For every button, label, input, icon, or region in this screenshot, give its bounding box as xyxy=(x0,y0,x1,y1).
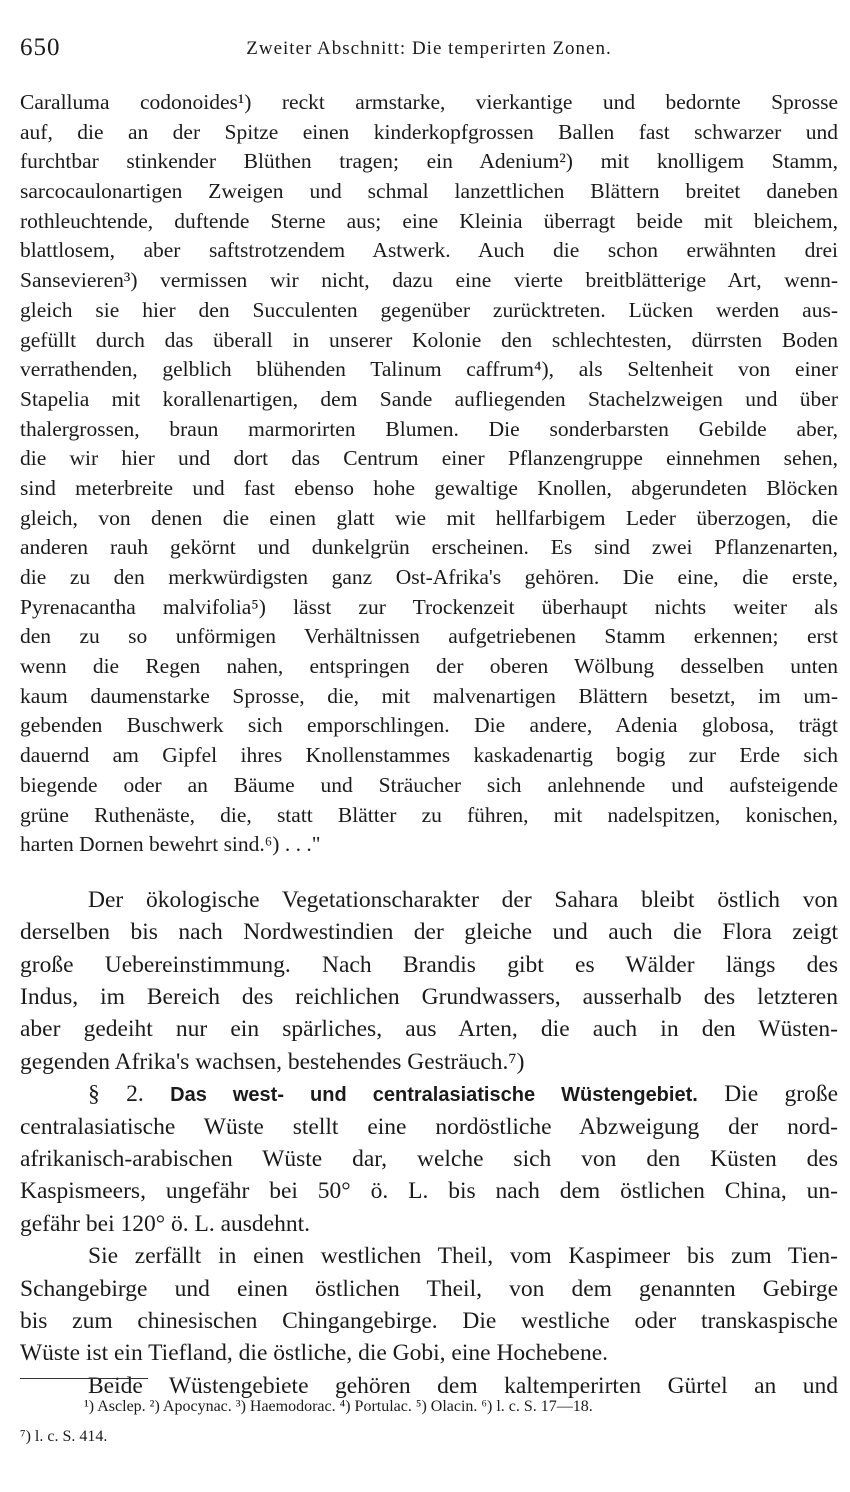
text-line: wenn die Regen nahen, entspringen der oberen Wölbung desselben unten xyxy=(20,654,838,679)
text-line: rothleuchtende, duftende Sterne aus; eine Kleinia überragt beide mit bleichem, xyxy=(20,208,838,233)
text-line: Der ökologische Vegetationscharakter der Sahara bleibt östlich von xyxy=(88,886,838,913)
text-line: den zu so unförmigen Verhältnissen aufgetriebenen Stamm erkennen; erst xyxy=(20,624,838,649)
text-line: gleich, von denen die einen glatt wie mit hellfarbigem Leder überzogen, die xyxy=(20,505,838,530)
text-line: afrikanisch-arabischen Wüste dar, welche sich von den Küsten des xyxy=(20,1146,838,1172)
text-line: Schangebirge und einen östlichen Theil, von dem genannten Gebirge xyxy=(20,1275,838,1302)
text-line: Indus, im Bereich des reichlichen Grundwassers, ausserhalb des letzteren xyxy=(20,984,838,1011)
text-line: gegenden Afrika's wachsen, bestehendes Gesträuch.⁷) xyxy=(20,1048,525,1075)
text-line: Wüste ist ein Tiefland, die östliche, die Gobi, eine Hochebene. xyxy=(20,1340,609,1367)
text-line: Pyrenacantha malvifolia⁵) lässt zur Trockenzeit überhaupt nichts weiter als xyxy=(20,594,838,619)
footnote-line-2: ⁷) l. c. S. 414. xyxy=(20,1428,108,1445)
text-line: Kaspismeers, ungefähr bei 50° ö. L. bis nach dem östlichen China, un- xyxy=(20,1178,838,1205)
text-line: auf, die an der Spitze einen kinderkopfgrossen Ballen fast schwarzer und xyxy=(20,119,838,144)
text-line: die zu den merkwürdigsten ganz Ost-Afrika's gehören. Die eine, die erste, xyxy=(20,565,838,589)
page xyxy=(20,0,838,1492)
paragraph-sahara xyxy=(20,884,838,1078)
text-line: furchtbar stinkender Blüthen tragen; ein Adenium²) mit knolligem Stamm, xyxy=(20,149,838,174)
quotation-block xyxy=(20,88,838,860)
section-heading-line xyxy=(20,1078,838,1110)
text-line: derselben bis nach Nordwestindien der gleiche und auch die Flora zeigt xyxy=(20,919,838,946)
text-line: große Uebereinstimmung. Nach Brandis gibt es Wälder längs des xyxy=(20,951,838,978)
text-line: gebenden Buschwerk sich emporschlingen. Die andere, Adenia globosa, trägt xyxy=(20,713,838,738)
text-line: gefüllt durch das überall in unserer Kolonie den schlechtesten, dürrsten Boden xyxy=(20,327,838,352)
text-line: Sansevieren³) vermissen wir nicht, dazu eine vierte breitblätterige Art, wenn- xyxy=(20,268,838,293)
footnotes xyxy=(20,1392,838,1452)
section-number: § 2. xyxy=(88,1081,144,1108)
footnote-line-1: ¹) Asclep. ²) Apocynac. ³) Haemodorac. ⁴) Portulac. ⁵) Olacin. ⁶) l. c. S. 17—18. xyxy=(84,1398,593,1415)
section-first-line-rest: Die große xyxy=(724,1081,838,1108)
text-line: aber gedeiht nur ein spärliches, aus Arten, die auch in den Wüsten- xyxy=(20,1016,838,1043)
text-line: Stapelia mit korallenartigen, dem Sande aufliegenden Stachelzweigen und über xyxy=(20,386,838,411)
text-line: grüne Ruthenäste, die, statt Blätter zu führen, mit nadelspitzen, konischen, xyxy=(20,802,838,827)
running-title: Zweiter Abschnitt: Die temperirten Zonen. xyxy=(246,38,612,59)
text-line: gleich sie hier den Succulenten gegenüber zurücktreten. Lücken werden aus- xyxy=(20,297,838,322)
text-line: sind meterbreite und fast ebenso hohe gewaltige Knollen, abgerundeten Blöcken xyxy=(20,475,838,500)
text-line: biegende oder an Bäume und Sträucher sich anlehnende und aufsteigende xyxy=(20,772,838,797)
page-header xyxy=(20,34,838,64)
text-line: sarcocaulonartigen Zweigen und schmal lanzettlichen Blättern breitet daneben xyxy=(20,179,838,204)
text-line: blattlosem, aber saftstrotzendem Astwerk. Auch die schon erwähnten drei xyxy=(20,238,838,263)
text-line: centralasiatische Wüste stellt eine nordöstliche Abzweigung der nord- xyxy=(20,1113,838,1140)
paragraph-central-asia xyxy=(20,1111,838,1241)
text-line: Caralluma codonoides¹) reckt armstarke, vierkantige und bedornte Sprosse xyxy=(20,90,838,114)
text-line: die wir hier und dort das Centrum einer Pflanzengruppe einnehmen sehen, xyxy=(20,446,838,471)
text-line: Sie zerfällt in einen westlichen Theil, vom Kaspimeer bis zum Tien- xyxy=(88,1243,838,1270)
text-body xyxy=(20,88,838,1402)
text-line: dauernd am Gipfel ihres Knollenstammes kaskadenartig bogig zur Erde sich xyxy=(20,743,838,768)
text-line: kaum daumenstarke Sprosse, die, mit malvenartigen Blättern besetzt, im um- xyxy=(20,683,838,708)
section-heading: Das west- und centralasiatische Wüstengebiet. xyxy=(170,1084,698,1107)
footnote-rule xyxy=(20,1378,148,1379)
text-line: gefähr bei 120° ö. L. ausdehnt. xyxy=(20,1210,311,1237)
text-line: verrathenden, gelblich blühenden Talinum caffrum⁴), als Seltenheit von einer xyxy=(20,357,838,382)
page-number: 650 xyxy=(20,34,61,61)
text-line: Beide Wüstengebiete gehören dem kaltemperirten Gürtel an und xyxy=(88,1372,838,1399)
text-line: thalergrossen, braun marmorirten Blumen. Die sonderbarsten Gebilde aber, xyxy=(20,416,838,441)
text-line: harten Dornen bewehrt sind.⁶) . . ." xyxy=(20,832,321,857)
paragraph-division xyxy=(20,1240,838,1370)
text-line: bis zum chinesischen Chingangebirge. Die westliche oder transkaspische xyxy=(20,1307,838,1334)
text-line: anderen rauh gekörnt und dunkelgrün erscheinen. Es sind zwei Pflanzenarten, xyxy=(20,535,838,560)
